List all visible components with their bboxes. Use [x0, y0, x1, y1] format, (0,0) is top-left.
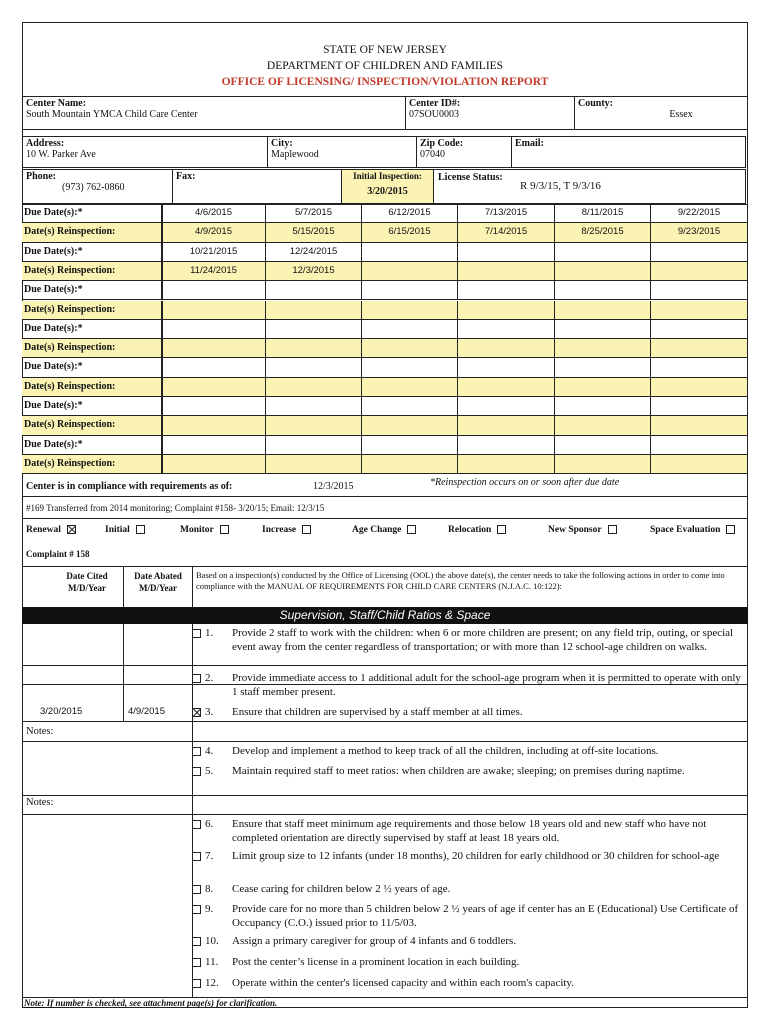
requirement-number: 4.	[205, 745, 214, 757]
county-value[interactable]: Essex	[669, 109, 693, 120]
address-cell	[22, 136, 268, 168]
date-cell[interactable]	[555, 436, 651, 454]
date-abated-header: Date Abated M/D/Year	[134, 571, 182, 593]
center-id-cell	[405, 96, 575, 130]
requirement-number: 7.	[205, 850, 214, 862]
requirement-checkbox[interactable]	[192, 747, 201, 756]
date-cell[interactable]	[458, 339, 555, 357]
inspection-type-label: Age Change	[352, 525, 402, 535]
compliance-label: Center is in compliance with requirements as of:	[26, 481, 233, 492]
inspection-type-checkbox[interactable]	[407, 525, 416, 534]
date-cell[interactable]: 12/3/2015	[266, 262, 362, 280]
transfer-note: #169 Transferred from 2014 monitoring; Complaint #158- 3/20/15; Email: 12/3/15	[26, 503, 325, 513]
inspection-type-new-sponsor	[548, 525, 617, 535]
inspection-type-checkbox[interactable]	[497, 525, 506, 534]
requirement-number: 11.	[205, 956, 219, 968]
zip-value[interactable]: 07040	[420, 149, 445, 160]
requirement-text: Ensure that staff meet minimum age requirements and those below 18 years old and new staff who have not completed orientation are directly supervised by staff at least 18 years old.	[232, 818, 707, 844]
due-date-row	[22, 320, 748, 339]
date-cell[interactable]	[162, 320, 266, 338]
inspection-type-space-evaluation	[650, 525, 735, 535]
date-cell[interactable]	[362, 378, 458, 396]
row-label: Due Date(s):*	[22, 397, 162, 415]
center-name-value[interactable]: South Mountain YMCA Child Care Center	[26, 109, 198, 120]
requirement-checkbox[interactable]	[192, 905, 201, 914]
due-date-row	[22, 243, 748, 262]
date-cell[interactable]	[458, 243, 555, 261]
complaint-number: Complaint # 158	[26, 549, 90, 559]
date-cell[interactable]	[458, 416, 555, 434]
date-cell[interactable]	[458, 397, 555, 415]
row-label: Date(s) Reinspection:	[22, 301, 162, 319]
header-department: DEPARTMENT OF CHILDREN AND FAMILIES	[266, 60, 504, 72]
reinspection-date-row	[22, 223, 748, 242]
requirement-checkbox[interactable]	[192, 885, 201, 894]
date-cell[interactable]: 6/15/2015	[362, 223, 458, 241]
requirement-item	[192, 744, 744, 758]
phone-cell	[22, 169, 173, 204]
date-cell[interactable]: 9/22/2015	[651, 204, 748, 222]
row-label: Due Date(s):*	[22, 204, 162, 222]
date-cell[interactable]	[651, 455, 748, 473]
date-cell[interactable]	[162, 281, 266, 299]
date-cell[interactable]	[651, 262, 748, 280]
requirement-checkbox[interactable]	[192, 958, 201, 967]
requirement-item	[192, 955, 744, 969]
date-cell[interactable]	[555, 281, 651, 299]
date-cell[interactable]	[651, 243, 748, 261]
requirement-checkbox[interactable]	[192, 937, 201, 946]
dates-grid-top-border	[22, 204, 748, 205]
date-cell[interactable]: 7/14/2015	[458, 223, 555, 241]
date-cell[interactable]	[458, 455, 555, 473]
date-cell[interactable]	[555, 243, 651, 261]
date-cell[interactable]	[266, 281, 362, 299]
phone-label: Phone:	[26, 171, 56, 182]
date-cell[interactable]	[162, 301, 266, 319]
date-cell[interactable]: 11/24/2015	[162, 262, 266, 280]
row-divider-item-5	[22, 795, 748, 796]
row-label: Date(s) Reinspection:	[22, 262, 162, 280]
row-divider-item-2	[22, 684, 748, 685]
license-status-label: License Status:	[438, 172, 503, 183]
col-divider-cited-row3	[123, 684, 124, 722]
reinspection-date-row	[22, 378, 748, 397]
requirement-text: Cease caring for children below 2 ½ years of age.	[232, 883, 451, 895]
requirement-number: 1.	[205, 627, 214, 639]
row-label: Due Date(s):*	[22, 243, 162, 261]
date-cell[interactable]	[555, 397, 651, 415]
requirement-checkbox[interactable]	[192, 674, 201, 683]
date-cell[interactable]	[266, 339, 362, 357]
reinspection-date-row	[22, 339, 748, 358]
requirement-text: Post the center’s license in a prominent location in each building.	[232, 956, 520, 968]
date-cell[interactable]	[458, 358, 555, 376]
county-cell	[574, 96, 748, 130]
date-cell[interactable]	[266, 397, 362, 415]
center-id-label: Center ID#:	[409, 98, 461, 109]
requirement-number-group	[192, 955, 218, 969]
requirement-number: 5.	[205, 765, 214, 777]
requirement-text: Ensure that children are supervised by a staff member at all times.	[232, 706, 523, 718]
requirement-number: 6.	[205, 818, 214, 830]
section-title-bar: Supervision, Staff/Child Ratios & Space	[22, 607, 748, 624]
notes-bottom-1	[22, 741, 748, 742]
requirement-number: 3.	[205, 706, 214, 718]
date-cell[interactable]	[651, 281, 748, 299]
date-cell[interactable]: 8/25/2015	[555, 223, 651, 241]
inspection-type-monitor	[180, 525, 229, 535]
date-cell[interactable]	[555, 416, 651, 434]
date-cell[interactable]	[555, 358, 651, 376]
reinspection-date-row	[22, 301, 748, 320]
requirement-item	[192, 671, 744, 699]
date-cell[interactable]	[266, 320, 362, 338]
requirement-number: 12.	[205, 977, 219, 989]
requirement-text: Provide 2 staff to work with the children: when 6 or more children are present; on any field trip, outing, or special event away from the center regardless of transportation; or with more than 12 school-age children on walks.	[232, 627, 734, 653]
requirement-number-group	[192, 934, 219, 948]
due-date-row	[22, 436, 748, 455]
footer-note-text: If number is checked, see attachment page(s) for clarification.	[44, 998, 278, 1008]
requirement-item	[192, 705, 744, 719]
inspection-type-checkbox[interactable]	[608, 525, 617, 534]
initial-inspection-label: Initial Inspection:	[353, 171, 422, 181]
date-cell[interactable]	[266, 436, 362, 454]
inspection-type-label: Space Evaluation	[650, 525, 721, 535]
col-divider-abated	[192, 566, 193, 684]
date-cell[interactable]	[362, 262, 458, 280]
col-divider-items-4-5	[192, 741, 193, 795]
date-cell[interactable]	[362, 320, 458, 338]
zip-label: Zip Code:	[420, 138, 464, 149]
requirement-text: Limit group size to 12 infants (under 18 months), 20 children for early childhood or 30 children for school-age	[232, 850, 720, 862]
requirement-number-group	[192, 902, 213, 916]
date-cell[interactable]	[266, 416, 362, 434]
footer-note	[24, 998, 277, 1008]
email-cell	[511, 136, 746, 168]
requirement-checkbox[interactable]	[192, 852, 201, 861]
requirement-number: 2.	[205, 672, 214, 684]
initial-inspection-cell	[341, 169, 434, 204]
transfer-divider	[22, 518, 748, 519]
requirement-checkbox[interactable]	[192, 708, 201, 717]
center-id-value[interactable]: 07SOU0003	[409, 109, 460, 120]
row-label: Due Date(s):*	[22, 281, 162, 299]
date-cell[interactable]	[266, 455, 362, 473]
inspection-type-label: Increase	[262, 525, 297, 535]
reinspection-date-row	[22, 416, 748, 435]
requirement-number-group	[192, 744, 213, 758]
date-cell[interactable]: 9/23/2015	[651, 223, 748, 241]
inspection-type-relocation	[448, 525, 506, 535]
date-cell[interactable]	[162, 339, 266, 357]
phone-value[interactable]: (973) 762-0860	[62, 182, 125, 193]
fax-label: Fax:	[176, 171, 196, 182]
inspection-type-age-change	[352, 525, 416, 535]
date-cell[interactable]	[362, 243, 458, 261]
reinspection-date-row	[22, 455, 748, 474]
date-cell[interactable]	[555, 262, 651, 280]
date-cell[interactable]: 10/21/2015	[162, 243, 266, 261]
date-cell[interactable]	[651, 339, 748, 357]
requirement-item	[192, 849, 744, 863]
inspection-type-label: Renewal	[26, 525, 61, 535]
requirement-item	[192, 882, 744, 896]
row-label: Due Date(s):*	[22, 358, 162, 376]
reinspection-date-row	[22, 262, 748, 281]
inspection-type-checkbox[interactable]	[726, 525, 735, 534]
footer-note-label: Note:	[24, 998, 45, 1008]
inspection-type-initial	[105, 525, 145, 535]
date-cell[interactable]: 4/9/2015	[162, 223, 266, 241]
requirement-number: 9.	[205, 903, 214, 915]
compliance-date[interactable]: 12/3/2015	[313, 481, 354, 492]
due-date-row	[22, 397, 748, 416]
date-abated-value[interactable]: 4/9/2015	[128, 706, 165, 717]
inspection-type-label: Initial	[105, 525, 130, 535]
date-cell[interactable]	[362, 301, 458, 319]
date-cell[interactable]	[458, 262, 555, 280]
inspection-type-label: New Sponsor	[548, 525, 602, 535]
inspection-type-renewal	[26, 525, 76, 535]
inspection-type-increase	[262, 525, 311, 535]
notes-divider-1	[192, 721, 193, 741]
requirement-text: Develop and implement a method to keep track of all the children, including at off-site locations.	[232, 745, 659, 757]
date-cell[interactable]	[555, 320, 651, 338]
notes-divider-2	[192, 795, 193, 815]
requirement-number: 10.	[205, 935, 219, 947]
center-name-label: Center Name:	[26, 98, 87, 109]
date-cell[interactable]: 5/7/2015	[266, 204, 362, 222]
date-cited-value[interactable]: 3/20/2015	[40, 706, 83, 717]
date-cell[interactable]	[458, 378, 555, 396]
due-date-row	[22, 281, 748, 300]
requirements-intro: Based on a inspection(s) conducted by the Office of Licensing (OOL) the above date(s), the center needs to take the following actions in order to come into compliance with the MANUAL OF REQUIREMENTS FOR CHILD CARE CENTERS (N.J.A.C. 10:122):	[196, 570, 725, 591]
date-cell[interactable]	[651, 358, 748, 376]
reinspection-footnote: *Reinspection occurs on or soon after due date	[430, 477, 620, 488]
date-cell[interactable]	[555, 378, 651, 396]
date-cell[interactable]	[651, 416, 748, 434]
date-cell[interactable]	[162, 416, 266, 434]
requirement-item	[192, 626, 744, 654]
requirement-text: Provide care for no more than 5 children below 2 ½ years of age if center has an E (Educational) Use Certificate of Occupancy (C.O.) issued prior to 11/5/03.	[232, 903, 739, 929]
table-head-top-border	[22, 566, 748, 567]
notes-bottom-2	[22, 814, 748, 815]
requirement-text: Provide immediate access to 1 additional adult for the school-age program when it is permitted to operate with only 1 staff member present.	[232, 672, 741, 698]
date-cell[interactable]	[362, 281, 458, 299]
requirement-checkbox[interactable]	[192, 767, 201, 776]
header-state: STATE OF NEW JERSEY	[323, 44, 447, 56]
date-cell[interactable]: 7/13/2015	[458, 204, 555, 222]
date-cell[interactable]	[458, 320, 555, 338]
date-cell[interactable]	[651, 378, 748, 396]
initial-inspection-value[interactable]: 3/20/2015	[367, 186, 408, 197]
col-divider-items-6-12	[192, 814, 193, 998]
requirement-number: 8.	[205, 883, 214, 895]
row-label: Date(s) Reinspection:	[22, 223, 162, 241]
email-label: Email:	[515, 138, 544, 149]
date-cell[interactable]: 8/11/2015	[555, 204, 651, 222]
requirement-item	[192, 817, 744, 845]
date-cell[interactable]	[362, 436, 458, 454]
date-cell[interactable]	[162, 455, 266, 473]
requirement-number-group	[192, 626, 213, 640]
row-label: Date(s) Reinspection:	[22, 339, 162, 357]
requirement-text: Operate within the center's licensed capacity and within each room's capacity.	[232, 977, 574, 989]
date-cell[interactable]	[162, 436, 266, 454]
date-cited-header: Date Cited M/D/Year	[66, 571, 108, 593]
row-label: Date(s) Reinspection:	[22, 416, 162, 434]
requirement-number-group	[192, 764, 213, 778]
address-label: Address:	[26, 138, 65, 149]
row-label: Due Date(s):*	[22, 320, 162, 338]
license-status-value[interactable]: R 9/3/15, T 9/3/16	[520, 180, 601, 192]
date-cell[interactable]: 6/12/2015	[362, 204, 458, 222]
row-label: Date(s) Reinspection:	[22, 455, 162, 473]
fax-cell	[172, 169, 342, 204]
col-divider-cited	[123, 566, 124, 684]
col-divider-abated-row3	[192, 684, 193, 722]
notes-label-2: Notes:	[26, 797, 54, 808]
header-report-title: OFFICE OF LICENSING/ INSPECTION/VIOLATION REPORT	[221, 76, 549, 88]
inspection-type-label: Relocation	[448, 525, 492, 535]
address-value[interactable]: 10 W. Parker Ave	[26, 149, 96, 160]
requirement-number-group	[192, 705, 213, 719]
requirement-text: Assign a primary caregiver for group of 4 infants and 6 toddlers.	[232, 935, 517, 947]
date-cell[interactable]	[362, 397, 458, 415]
inspection-type-checkbox[interactable]	[136, 525, 145, 534]
row-label: Date(s) Reinspection:	[22, 378, 162, 396]
requirement-number-group	[192, 671, 213, 685]
due-date-row	[22, 204, 748, 223]
zip-cell	[416, 136, 512, 168]
row-label: Due Date(s):*	[22, 436, 162, 454]
date-cell[interactable]	[458, 301, 555, 319]
date-cell[interactable]	[162, 358, 266, 376]
county-label: County:	[578, 98, 614, 109]
requirement-number-group	[192, 882, 213, 896]
requirement-text: Maintain required staff to meet ratios: when children are awake; sleeping; on premises during naptime.	[232, 765, 685, 777]
date-cell[interactable]	[651, 397, 748, 415]
requirement-item	[192, 764, 744, 778]
compliance-divider	[22, 496, 748, 497]
requirement-checkbox[interactable]	[192, 979, 201, 988]
date-cell[interactable]	[362, 416, 458, 434]
due-date-row	[22, 358, 748, 377]
date-cell[interactable]	[555, 339, 651, 357]
inspection-type-checkbox[interactable]	[302, 525, 311, 534]
inspection-type-checkbox[interactable]	[220, 525, 229, 534]
requirement-number-group	[192, 817, 213, 831]
requirement-number-group	[192, 849, 213, 863]
date-cell[interactable]	[651, 436, 748, 454]
row-divider-item-3	[22, 721, 748, 722]
date-cell[interactable]	[362, 358, 458, 376]
date-cell[interactable]	[162, 378, 266, 396]
license-status-cell	[433, 169, 746, 204]
city-value[interactable]: Maplewood	[271, 149, 319, 160]
date-cell[interactable]	[162, 397, 266, 415]
city-label: City:	[271, 138, 293, 149]
date-cell[interactable]	[555, 455, 651, 473]
requirement-number-group	[192, 976, 219, 990]
date-cell[interactable]	[362, 339, 458, 357]
date-cell[interactable]: 5/15/2015	[266, 223, 362, 241]
date-cell[interactable]: 12/24/2015	[266, 243, 362, 261]
requirement-item	[192, 934, 744, 948]
date-cell[interactable]	[266, 301, 362, 319]
date-cell[interactable]	[458, 436, 555, 454]
requirement-item	[192, 902, 744, 930]
row-divider-item-1	[22, 665, 748, 666]
center-name-cell	[22, 96, 406, 130]
date-cell[interactable]: 4/6/2015	[162, 204, 266, 222]
date-cell[interactable]	[458, 281, 555, 299]
inspection-type-checkbox[interactable]	[67, 525, 76, 534]
requirement-item	[192, 976, 744, 990]
requirement-checkbox[interactable]	[192, 820, 201, 829]
date-cell[interactable]	[651, 320, 748, 338]
date-cell[interactable]	[266, 358, 362, 376]
date-cell[interactable]	[651, 301, 748, 319]
date-cell[interactable]	[266, 378, 362, 396]
notes-label-1: Notes:	[26, 726, 54, 737]
requirement-checkbox[interactable]	[192, 629, 201, 638]
date-cell[interactable]	[362, 455, 458, 473]
date-cell[interactable]	[555, 301, 651, 319]
city-cell	[267, 136, 417, 168]
inspection-type-label: Monitor	[180, 525, 214, 535]
